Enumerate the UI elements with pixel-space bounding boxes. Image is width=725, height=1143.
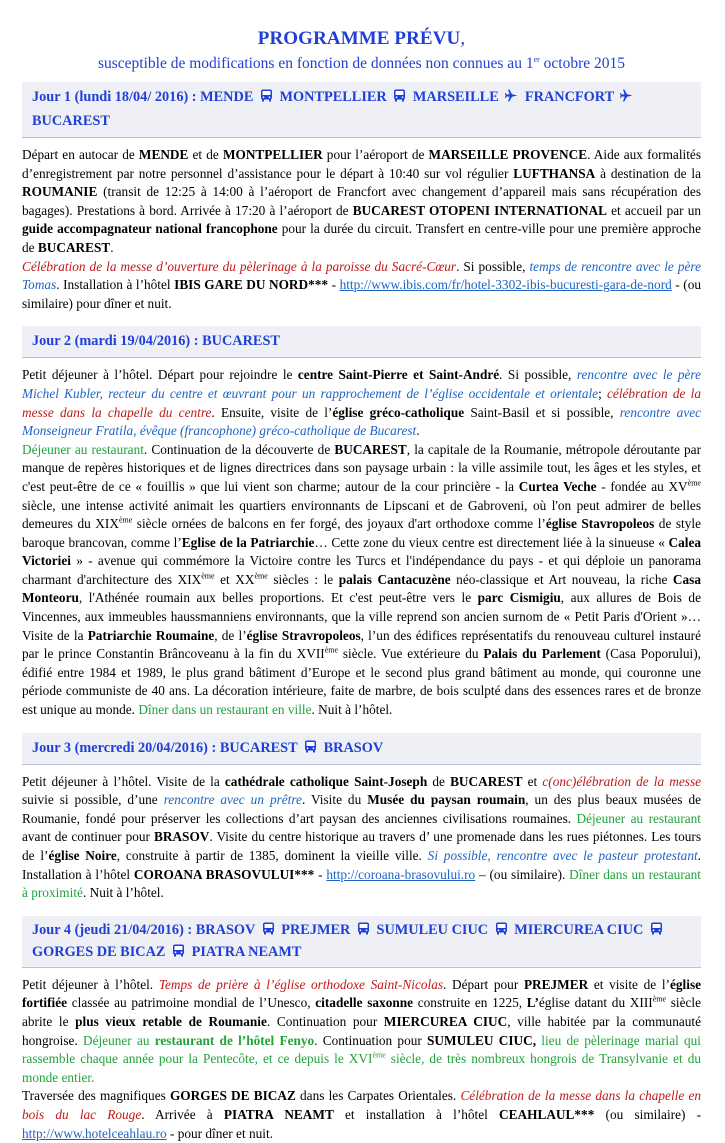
day-1-paragraph-2: Célébration de la messe d’ouverture du pèlerinage à la paroisse du Sacré-Cœur. Si possible, temps de rencontre avec le père Tomas. Installation à l’hôtel IBIS GARE DU NORD*** - http://www.ibis.com/fr/hotel-3302-ibis-bucuresti-gara-de-nord - (ou similaire) pour dîner et nuit. xyxy=(22,258,701,311)
day-4-paragraph-2: Traversée des magnifiques GORGES DE BICAZ dans les Carpates Orientales. Célébration de la messe dans la chapelle en bois du lac Rouge. Arrivée à PIATRA NEAMT et installation à l’hôtel CEAHLAUL*** (ou similaire) - http://www.hotelceahlau.ro - pour dîner et nuit. xyxy=(22,1088,702,1141)
day-2-title: Jour 2 (mardi 19/04/2016) : BUCAREST xyxy=(32,333,280,350)
day-4-stop: MIERCUREA CIUC xyxy=(514,921,644,938)
day-2-paragraph-1: Petit déjeuner à l’hôtel. Départ pour rejoindre le centre Saint-Pierre et Saint-André. Si possible, rencontre avec le père Michel Kubler, recteur du centre et œuvrant pour un rapprochement de l’église occidentale et orientale; célébration de la messe dans la chapelle du centre. Ensuite, visite de l’église gréco-catholique Saint-Basil et si possible, rencontre avec Monseigneur Fratila, évêque (francophone) gréco-catholique de Bucarest. xyxy=(22,367,702,439)
title-comma: , xyxy=(460,28,466,49)
bus-icon xyxy=(650,922,663,935)
day-2-paragraph-2: Déjeuner au restaurant. Continuation de la découverte de BUCAREST, la capitale de la Roumanie, métropole déroutante par manque de repères historiques et de lignes directrices dans son paysage urbain : la ville assimile tout, les âges et les styles, et c'est peut-être de ce « fouillis » que lui vient son charme; autour de la cour princière - la Curtea Veche - fondée au XVème siècle, une intense activité animait les quartiers environnants de Lipscani et de Gabroveni, où l'on peut admirer de belles demeures du XIXème siècle ornées de balcons en fer forgé, des joyaux d'art orthodoxe comme l’église Stavropoleos de style baroque brancovan, comme l’Eglise de la Patriarchie… Cette zone du vieux centre est directement liée à la sinueuse « Calea Victoriei » - avenue qui commémore la Victoire contre les Turcs et l'indépendance du pays - et qui déploie un panorama charmant d'architecture des XIXème et XXème siècles : le palais Cantacuzène néo-classique et Art nouveau, la riche Casa Monteoru, l'Athénée roumain aux belles proportions. Et c'est peut-être vers le parc Cismigiu, aux allures de Bois de Vincennes, aux immeubles haussmanniens environnants, que la ville reprend son ancien surnom de « Petit Paris d'Orient »… Visite de la Patriarchie Roumaine, de l’église Stravropoleos, l’un des édifices représentatifs du renouveau culturel instauré par le prince Constantin Brâncoveanu à la fin du XVIIème siècle. Vue extérieure du Palais du Parlement (Casa Poporului), édifié entre 1984 et 1989, le plus grand bâtiment d’Europe et le second plus grand bâtiment au monde, qui couronne une période communiste de 40 ans. La décoration intérieure, faite de marbre, de bois sculpté dans des essences rares et de bronze est unique au monde. Dîner dans un restaurant en ville. Nuit à l’hôtel. xyxy=(22,441,702,718)
bus-icon xyxy=(172,944,185,957)
hotel-ibis-link[interactable]: http://www.ibis.com/fr/hotel-3302-ibis-bucuresti-gara-de-nord xyxy=(339,277,672,293)
hotel-ceahlau-link[interactable]: http://www.hotelceahlau.ro xyxy=(22,1125,167,1141)
day-1-stop: BUCAREST xyxy=(32,113,110,129)
subtitle-sup: er xyxy=(533,54,540,64)
day-4-stop: : BRASOV xyxy=(183,921,256,938)
bus-icon xyxy=(495,922,508,935)
subtitle-date: octobre 2015 xyxy=(539,55,626,72)
day-1-stop: MARSEILLE xyxy=(412,89,499,105)
day-4-paragraph-1: Petit déjeuner à l’hôtel. Temps de prière à l’église orthodoxe Saint-Nicolas. Départ pour PREJMER et visite de l’église fortifiée classée au patrimoine mondial de l’Unesco, citadelle saxonne construite en 1225, L’église datant du XIIIème siècle abrite le plus vieux retable de Roumanie. Continuation pour MIERCUREA CIUC, ville habitée par la communauté hongroise. Déjeuner au restaurant de l’hôtel Fenyo. Continuation pour SUMULEU CIUC, lieu de pèlerinage marial qui rassemble chaque année pour la Pentecôte, et ce depuis le XVIème siècle, de très nombreux hongrois de Transylvanie et du monde entier. xyxy=(22,976,702,1085)
day-1-stop: MONTPELLIER xyxy=(279,89,387,105)
day-4-title: Jour 4 (jeudi 21/04/2016) xyxy=(32,921,184,938)
day-1-heading xyxy=(22,82,701,138)
subtitle-text: susceptible de modifications en fonction de données non connues au 1 xyxy=(97,55,534,72)
page-subtitle xyxy=(22,55,701,73)
airplane-icon xyxy=(620,89,633,102)
day-3-heading xyxy=(22,733,701,765)
day-4-heading xyxy=(22,916,701,968)
day-1-title: Jour 1 (lundi 18/04/ 2016) : MENDE xyxy=(32,89,254,105)
programme-page xyxy=(0,28,725,1143)
page-title xyxy=(22,28,701,50)
day-4-stop: SUMULEU CIUC xyxy=(376,921,489,938)
day-4-stop: PIATRA NEAMT xyxy=(191,943,302,960)
day-3-paragraph: Petit déjeuner à l’hôtel. Visite de la cathédrale catholique Saint-Joseph de BUCAREST et c(onc)élébration de la messe suivie si possible, d’une rencontre avec un prêtre. Visite du Musée du paysan roumain, un des plus beaux musées de Roumanie, fondé pour préserver les collections d’art paysan des anciennes civilisations roumaines. Déjeuner au restaurant avant de continuer pour BRASOV. Visite du centre historique au travers d’ une promenade dans les rues piétonnes. Les tours de l’église Noire, construite à partir de 1385, dominent la vieille ville. Si possible, rencontre avec le pasteur protestant. Installation à l’hôtel COROANA BRASOVULUI*** - http://coroana-brasovului.ro – (ou similaire). Dîner dans un restaurant à proximité. Nuit à l’hôtel. xyxy=(22,773,702,901)
bus-icon xyxy=(260,89,273,102)
day-3-title: Jour 3 (mercredi 20/04/2016) : BUCAREST xyxy=(32,739,298,756)
day-4-stop: PREJMER xyxy=(281,921,351,938)
hotel-coroana-link[interactable]: http://coroana-brasovului.ro xyxy=(326,866,476,882)
day-2-heading xyxy=(22,326,701,358)
airplane-icon xyxy=(505,89,518,102)
title-text: PROGRAMME PRÉVU xyxy=(257,28,461,49)
bus-icon xyxy=(304,740,317,753)
day-1-stop: FRANCFORT xyxy=(524,89,614,105)
day-1-paragraph-1: Départ en autocar de MENDE et de MONTPELLIER pour l’aéroport de MARSEILLE PROVENCE. Aide aux formalités d’enregistrement par notre personnel d’assistance pour le départ à 10:40 sur vol régulier LUFTHANSA à destination de la ROUMANIE (transit de 12:25 à 14:00 à l’aéroport de Francfort avec changement d’appareil mais sans récupération des bagages). Prestations à bord. Arrivée à 17:20 à l’aéroport de BUCAREST OTOPENI INTERNATIONAL et accueil par un guide accompagnateur national francophone pour la durée du circuit. Transfert en centre-ville pour une première approche de BUCAREST. xyxy=(22,147,701,255)
bus-icon xyxy=(262,922,275,935)
bus-icon xyxy=(393,89,406,102)
day-4-stop: GORGES DE BICAZ xyxy=(32,943,166,960)
bus-icon xyxy=(357,922,370,935)
day-3-stop: BRASOV xyxy=(323,739,384,756)
